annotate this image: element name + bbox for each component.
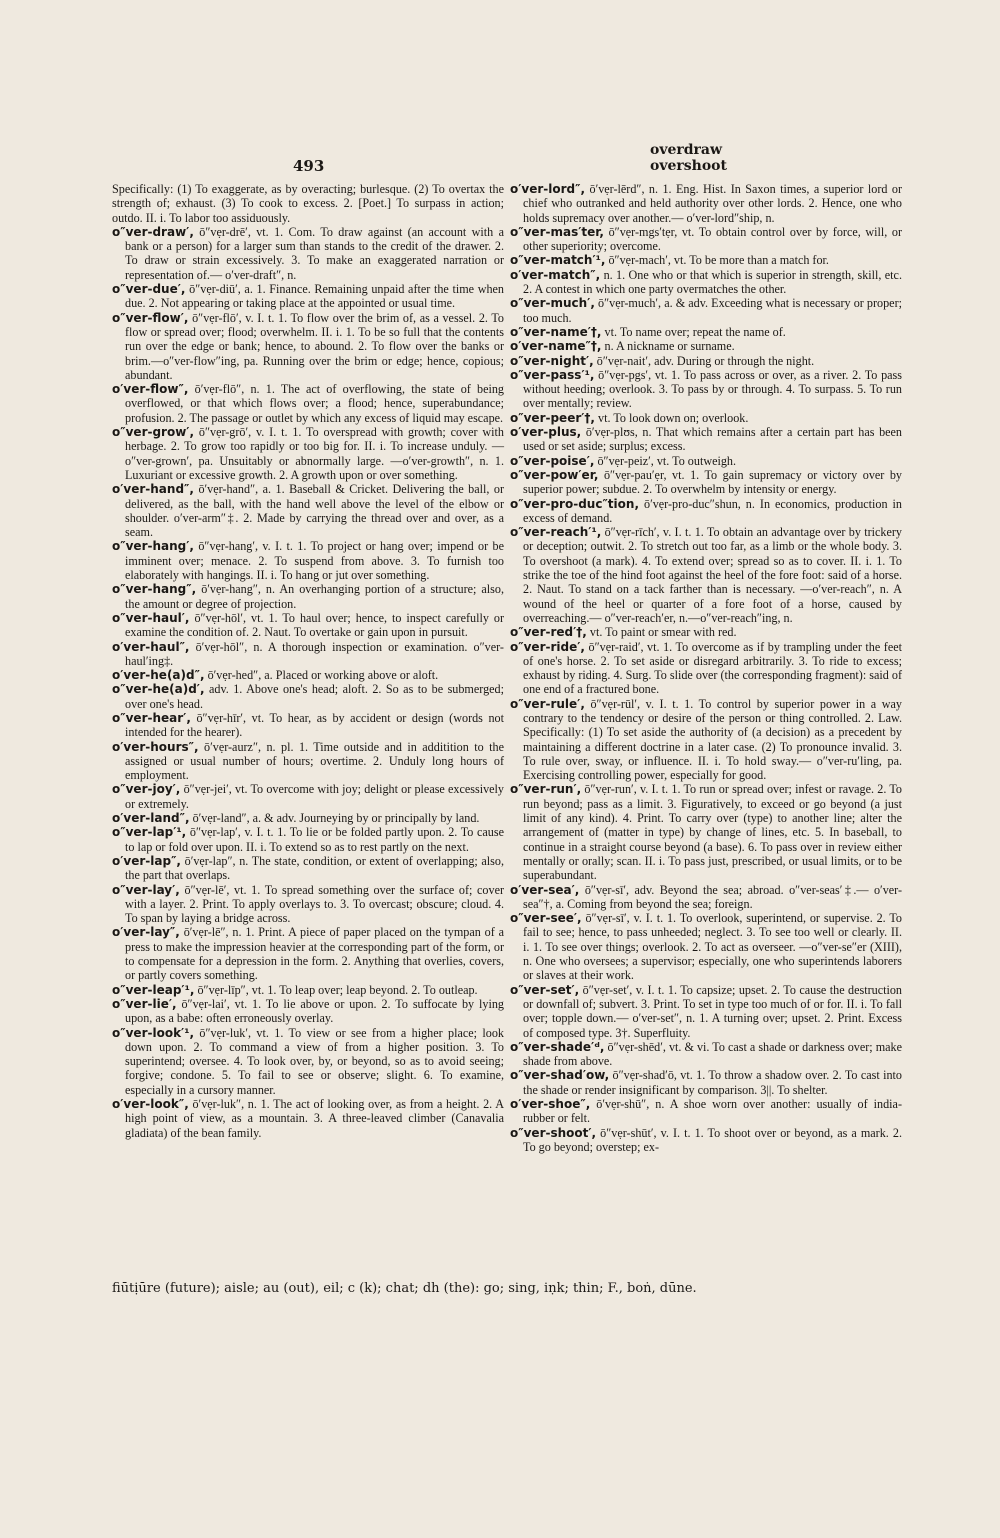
entry-definition: vt. To name over; repeat the name of. bbox=[604, 324, 786, 339]
dictionary-entry bbox=[510, 296, 902, 325]
entry-definition: ō″vẹr-lap′, v. I. t. 1. To lie or be folded partly upon. 2. To cause to lap or fold over upon. II. i. To extend so as to rest partly on the next. bbox=[125, 825, 504, 854]
headword: o″ver-due′, bbox=[112, 282, 186, 297]
headword: o″ver-draw′, bbox=[112, 224, 194, 239]
dictionary-entry bbox=[510, 1126, 902, 1155]
headword: o″ver-see′, bbox=[510, 911, 582, 926]
entry-definition: n. 1. One who or that which is superior in strength, skill, etc. 2. A contest in which one party overmatches the other. bbox=[523, 267, 902, 297]
entry-definition: ō″vẹr-set′, v. I. t. 1. To capsize; upset. 2. To cause the destruction or downfall of; subvert. 3. Print. To set in type too much of or for. II. i. To fall over; topple down.— o′ver-set″, n. 1. A turning over; upset. 2. Print. Excess of composed type. 3†. Superfluity. bbox=[523, 982, 902, 1040]
guide-word-last: overshoot bbox=[650, 158, 727, 174]
entry-definition: ō″vẹr-pgs′, vt. 1. To pass across or over, as a river. 2. To pass without heeding; overlook. 3. To pass by or through. 4. To surpass. 5. To run over mentally; review. bbox=[523, 367, 902, 411]
headword: o″ver-look′¹, bbox=[112, 1025, 195, 1040]
entry-definition: ō′vẹr-aurz″, n. pl. 1. Time outside and in additition to the assigned or usual number of hours; overtime. 2. Unduly long hours of employment. bbox=[125, 739, 504, 783]
entry-definition: ō″vẹr-lē′, vt. 1. To spread something over the surface of; cover with a layer. 2. Print. To apply overlays to. 3. To overcast; obscure; cloud. 4. To span by laying a bridge across. bbox=[125, 882, 504, 926]
headword: o′ver-sea′, bbox=[510, 882, 580, 897]
headword: o″ver-mas′ter, bbox=[510, 224, 604, 239]
entry-definition: vt. To look down on; overlook. bbox=[598, 410, 749, 425]
dictionary-entry bbox=[112, 997, 504, 1026]
entry-definition: vt. To paint or smear with red. bbox=[589, 625, 737, 640]
headword: o″ver-shad′ow, bbox=[510, 1068, 610, 1083]
dictionary-entry bbox=[510, 1068, 902, 1097]
entry-definition: ō′vẹr-luk″, n. 1. The act of looking over, as from a height. 2. A high point of view, as a mountain. 3. A three-leaved climber (Canavalia gladiata) of the bean family. bbox=[125, 1097, 504, 1140]
page-number: 493 bbox=[293, 157, 325, 175]
entry-definition: ō″vẹr-rīch′, v. I. t. 1. To obtain an advantage over by trickery or deception; outwit. 2. To stretch out too far, as a limb or the whole body. 3. To overshoot (a mark). 4. To extend over; spread so as to cover. II. i. 1. To strike the toe of the hind foot against the heel of the fore foot: said of a horse. 2. Naut. To stand on a tack farther than is necessary. —o′ver-reach″, n. A wound of the heel or quarter of a fore foot of a horse, caused by overreaching.— o″ver-reach′er, n.—o″ver-reach″ing, n. bbox=[523, 525, 902, 625]
headword: o″ver-he(a)d′, bbox=[112, 682, 205, 697]
entry-definition: ō″vẹr-raid′, vt. 1. To overcome as if by trampling under the feet of one's horse. 2. To set aside or disregard arbitrarily. 3. To ride to excess; exhaust by riding. 4. Surg. To slide over (the corresponding fragment): said of one end of a fractured bone. bbox=[523, 639, 902, 697]
headword: o″ver-hang″, bbox=[112, 582, 197, 597]
headword: o′ver-name″†, bbox=[510, 339, 602, 354]
headword: o″ver-ride′, bbox=[510, 639, 585, 654]
entry-definition: ō″vẹr-rūl′, v. I. t. 1. To control by superior power in a way contrary to the tendency or desire of the person or thing controlled. 2. Law. Specifically: (1) To set aside the authority of (a decision) as a precedent by maintaining a different doctrine in a later case. (2) To pronounce invalid. 3. To rule over, sway, or influence. II. i. To hold sway.— o″ver-ru′ling, pa. Exercising controlling power, especially for good. bbox=[523, 696, 902, 783]
headword: o″ver-hang′, bbox=[112, 539, 194, 554]
headword: o″ver-haul′, bbox=[112, 610, 190, 625]
entry-definition: ō″vẹr-hang′, v. I. t. 1. To project or hang over; impend or be imminent over; menace. 2. To suspend from above. 3. To furnish too elaborately with hangings. II. i. To hang or jut over something. bbox=[125, 539, 504, 583]
dictionary-entry bbox=[112, 740, 504, 783]
dictionary-entry bbox=[510, 983, 902, 1040]
dictionary-entry bbox=[112, 682, 504, 711]
entry-definition: ō″vẹr-hōl′, vt. 1. To haul over; hence, to inspect carefully or examine the condition of. 2. Naut. To overtake or gain upon in pursuit. bbox=[125, 610, 504, 640]
headword: o″ver-pro-duc″tion, bbox=[510, 496, 639, 511]
entry-definition: ō″vẹr-shad′ō, vt. 1. To throw a shadow over. 2. To cast into the shade or render insignificant by comparison. 3||. To shelter. bbox=[523, 1068, 902, 1097]
dictionary-entry bbox=[510, 268, 902, 297]
headword: o′ver-match″, bbox=[510, 267, 601, 282]
dictionary-entry bbox=[112, 883, 504, 926]
headword: o″ver-match′¹, bbox=[510, 253, 606, 268]
headword: o″ver-poise′, bbox=[510, 453, 595, 468]
entry-definition: ō′vẹr-hōl″, n. A thorough inspection or examination. o″ver-haul′ing‡. bbox=[125, 639, 504, 668]
dictionary-entry bbox=[510, 1040, 902, 1069]
dictionary-entry bbox=[112, 382, 504, 425]
dictionary-entry bbox=[510, 225, 902, 254]
headword: o″ver-joy′, bbox=[112, 782, 181, 797]
headword: o″ver-leap′¹, bbox=[112, 982, 195, 997]
entry-definition: ō″vẹr-sī′, v. I. t. 1. To overlook, superintend, or supervise. 2. To fail to see; hence, to pass unheeded; neglect. 3. To see too well or clearly. II. i. 1. To see over things; overlook. 2. To act as overseer. —o″ver-se″er (XIII), n. One who oversees; a supervisor; especially, one who superintends laborers or slaves at their work. bbox=[523, 911, 902, 983]
headword: o″ver-rule′, bbox=[510, 696, 585, 711]
headword: o′ver-he(a)d″, bbox=[112, 668, 205, 683]
dictionary-entry bbox=[510, 883, 902, 912]
entry-definition: ō″vẹr-nait′, adv. During or through the night. bbox=[596, 353, 815, 368]
left-column bbox=[112, 182, 504, 1140]
right-column bbox=[510, 182, 902, 1154]
dictionary-entry bbox=[112, 282, 504, 311]
guide-word-first: overdraw bbox=[650, 142, 723, 158]
dictionary-entry bbox=[112, 811, 504, 825]
entry-definition: ō′vẹr-pro-duc″shun, n. In economics, production in excess of demand. bbox=[523, 496, 902, 525]
entry-definition: ō″vẹr-līp″, vt. 1. To leap over; leap beyond. 2. To outleap. bbox=[197, 982, 478, 997]
headword: o″ver-flow′, bbox=[112, 310, 189, 325]
dictionary-entry bbox=[112, 983, 504, 997]
dictionary-entry bbox=[510, 411, 902, 425]
dictionary-entry bbox=[112, 582, 504, 611]
dictionary-entry bbox=[510, 425, 902, 454]
dictionary-entry bbox=[112, 782, 504, 811]
dictionary-entry bbox=[510, 454, 902, 468]
entry-definition: ō′vẹr-land″, a. & adv. Journeying by or principally by land. bbox=[192, 811, 480, 826]
dictionary-entry bbox=[510, 525, 902, 625]
entry-definition: ō″vẹr-mach′, vt. To be more than a match for. bbox=[608, 253, 829, 268]
entry-definition: ō″vẹr-peiz′, vt. To outweigh. bbox=[597, 453, 737, 468]
entry-definition: ō″vẹr-shūt′, v. I. t. 1. To shoot over or beyond, as a mark. 2. To go beyond; overstep; ex- bbox=[523, 1125, 902, 1154]
headword: o″ver-grow′, bbox=[112, 425, 195, 440]
dictionary-entry bbox=[510, 640, 902, 697]
dictionary-entry bbox=[510, 782, 902, 882]
dictionary-entry bbox=[510, 697, 902, 783]
headword: o″ver-shoot′, bbox=[510, 1125, 597, 1140]
dictionary-entry bbox=[112, 482, 504, 539]
entry-definition: ō′vẹr-lē″, n. 1. Print. A piece of paper placed on the tympan of a press to make the impression heavier at the corresponding part of the form, or to compensate for a depression in the form. 2. Anything that overlies, covers, or partly covers something. bbox=[125, 925, 504, 983]
dictionary-entry bbox=[112, 311, 504, 382]
entry-definition: ō′vẹr-hang″, n. An overhanging portion of a structure; also, the amount or degree of projection. bbox=[125, 582, 504, 611]
headword: o″ver-shade′ᵈ, bbox=[510, 1039, 605, 1054]
entry-definition: adv. 1. Above one's head; aloft. 2. So as to be submerged; over one's head. bbox=[125, 682, 504, 711]
entry-definition: ō″vẹr-drē′, vt. 1. Com. To draw against (an account with a bank or a person) for a larger sum than stands to the credit of the drawer. 2. To draw or strain excessively. 3. To make an exaggerated narration or representation of.— o′ver-draft″, n. bbox=[125, 224, 504, 282]
entry-definition: ō′vẹr-hed″, a. Placed or working above or aloft. bbox=[207, 668, 439, 683]
headword: o″ver-run′, bbox=[510, 782, 582, 797]
entry-definition: ō′vẹr-plʊs, n. That which remains after a certain part has been used or set aside; surplus; excess. bbox=[523, 425, 902, 454]
headword: o″ver-name′†, bbox=[510, 324, 602, 339]
dictionary-entry bbox=[112, 640, 504, 669]
headword: o″ver-hear′, bbox=[112, 710, 191, 725]
dictionary-entry bbox=[112, 611, 504, 640]
entry-definition: ō″vẹr-pau′ẹr, vt. 1. To gain supremacy or victory over by superior power; subdue. 2. To overwhelm by intensity or energy. bbox=[523, 467, 902, 497]
guide-words bbox=[650, 142, 727, 174]
entry-definition: ō′vẹr-hand″, a. 1. Baseball & Cricket. Delivering the ball, or delivered, as the ball, with the hand well above the level of the elbow or shoulder. o′ver-arm″‡. 2. Made by carrying the thread over and over, as a seam. bbox=[125, 482, 504, 540]
dictionary-entry bbox=[112, 1026, 504, 1097]
dictionary-entry bbox=[112, 225, 504, 282]
entry-definition: ō″vẹr-flō′, v. I. t. 1. To flow over the brim of, as a vessel. 2. To flow or spread over; flood; overwhelm. II. i. 1. To be so full that the contents run over the edge or bank; hence, to abound. 2. To flow over the banks or brim.—o″ver-flow″ing, pa. Running over the brim or edge; hence, copious; abundant. bbox=[125, 310, 504, 382]
headword: o′ver-lap″, bbox=[112, 853, 181, 868]
headword: o″ver-reach′¹, bbox=[510, 525, 602, 540]
entry-definition: ō′vẹr-flō″, n. 1. The act of overflowing, the state of being overflowed, or that which flows over; a flood; hence, superabundance; profusion. 2. The passage or outlet by which any excess of liquid may escape. bbox=[125, 382, 504, 425]
headword: o″ver-set′, bbox=[510, 982, 580, 997]
entry-definition: ō′vẹr-shū″, n. A shoe worn over another: usually of india-rubber or felt. bbox=[523, 1097, 902, 1126]
dictionary-entry bbox=[112, 668, 504, 682]
entry-definition: ō″vẹr-run′, v. I. t. 1. To run or spread over; infest or ravage. 2. To run beyond; pass as a limit. 3. Figuratively, to exceed or go beyond (a just limit of any kind). 4. Print. To carry over (type) to another line; alter the arrangement of (matter in type) by change of lines, etc. 5. In baseball, to continue in a straight course beyond (a base). 6. To pass over in review either mentally or orally; scan. II. i. To pass just, prescribed, or usual limits, or to be superabundant. bbox=[523, 782, 902, 883]
headword: o″ver-lap′¹, bbox=[112, 825, 187, 840]
dictionary-entry bbox=[510, 325, 902, 339]
headword: o′ver-flow″, bbox=[112, 382, 189, 397]
entry-definition: ō″vẹr-sī′, adv. Beyond the sea; abroad. o″ver-seas′‡.— o′ver-sea″†, a. Coming from beyond the sea; foreign. bbox=[523, 882, 902, 911]
dictionary-entry bbox=[112, 425, 504, 482]
dictionary-entry bbox=[112, 182, 504, 225]
headword: o″ver-red′†, bbox=[510, 625, 587, 640]
dictionary-entry bbox=[510, 468, 902, 497]
headword: o″ver-lay′, bbox=[112, 882, 180, 897]
dictionary-entry bbox=[510, 354, 902, 368]
headword: o′ver-look″, bbox=[112, 1097, 189, 1111]
entry-definition: ō″vẹr-grō′, v. I. t. 1. To overspread with growth; cover with herbage. 2. To grow too rapidly or too big for. II. i. To increase unduly. —o″ver-grown′, pa. Unsuitably or abnormally large. —o′ver-growth″, n. 1. Luxuriant or excessive growth. 2. A growth upon or over something. bbox=[125, 425, 504, 482]
headword: o″ver-night′, bbox=[510, 353, 594, 368]
headword: o′ver-land″, bbox=[112, 811, 190, 826]
dictionary-entry bbox=[112, 925, 504, 982]
headword: o″ver-peer′†, bbox=[510, 410, 595, 425]
entry-definition: ō″vẹr-luk′, vt. 1. To view or see from a higher place; look down upon. 2. To command a view of from a higher position. 3. To superintend; oversee. 4. To look over, by, or beyond, so as to avoid seeing; forgive; condone. 5. To fail to see or observe; slight. 6. To examine, especially in a cursory manner. bbox=[125, 1025, 504, 1097]
headword: o′ver-lay″, bbox=[112, 925, 180, 940]
dictionary-entry bbox=[510, 339, 902, 353]
headword: o″ver-pass′¹, bbox=[510, 367, 595, 382]
headword: o′ver-haul″, bbox=[112, 639, 190, 654]
dictionary-entry bbox=[510, 253, 902, 267]
pronunciation-key-footer: fiūtịūre (future); aisle; au (out), eil; c (k); chat; dh (the): go; sing, iṇk; thin; F., boṅ, dūne. bbox=[112, 1281, 697, 1296]
dictionary-entry bbox=[510, 625, 902, 639]
headword: o′ver-hours″, bbox=[112, 739, 199, 754]
dictionary-entry bbox=[510, 497, 902, 526]
headword: o″ver-much′, bbox=[510, 296, 595, 311]
dictionary-entry bbox=[112, 711, 504, 740]
headword: o″ver-pow′er, bbox=[510, 467, 599, 482]
entry-definition: ō″vẹr-mgs′tẹr, vt. To obtain control over by force, will, or other superiority; overcome. bbox=[523, 224, 902, 254]
headword: o″ver-lie′, bbox=[112, 996, 177, 1011]
entry-definition: ō″vẹr-hīr′, vt. To hear, as by accident or design (words not intended for the hearer). bbox=[125, 710, 504, 740]
entry-definition: ō″vẹr-diū′, a. 1. Finance. Remaining unpaid after the time when due. 2. Not appearing or taking place at the appointed or usual time. bbox=[125, 282, 504, 311]
dictionary-entry bbox=[510, 182, 902, 225]
entry-definition: n. A nickname or surname. bbox=[604, 339, 735, 354]
dictionary-entry bbox=[510, 911, 902, 982]
entry-definition: ō″vẹr-lai′, vt. 1. To lie above or upon. 2. To suffocate by lying upon, as a babe: often erroneously overlay. bbox=[125, 996, 504, 1026]
entry-definition: ō′vẹr-lap″, n. The state, condition, or extent of overlapping; also, the part that overlaps. bbox=[125, 853, 504, 883]
headword: o′ver-lord″, bbox=[510, 182, 586, 196]
dictionary-entry bbox=[510, 1097, 902, 1126]
entry-definition: ō′vẹr-lērd″, n. 1. Eng. Hist. In Saxon times, a superior lord or chief who outranked and held authority over other lords. 2. Hence, one who holds supremacy over another.— o′ver-lord″ship, n. bbox=[523, 182, 902, 225]
dictionary-entry bbox=[510, 368, 902, 411]
dictionary-entry bbox=[112, 1097, 504, 1140]
headword: o′ver-shoe″, bbox=[510, 1097, 591, 1111]
entry-definition: ō″vẹr-shēd′, vt. & vi. To cast a shade or darkness over; make shade from above. bbox=[523, 1039, 902, 1069]
entry-definition: Specifically: (1) To exaggerate, as by overacting; burlesque. (2) To overtax the strength of; exhaust. (3) To cook to excess. 2. [Poet.] To surpass in action; outdo. II. i. To labor too assiduously. bbox=[112, 182, 504, 225]
dictionary-entry bbox=[112, 854, 504, 883]
headword: o′ver-plus, bbox=[510, 425, 582, 440]
dictionary-entry bbox=[112, 825, 504, 854]
dictionary-entry bbox=[112, 539, 504, 582]
entry-definition: ō″vẹr-much′, a. & adv. Exceeding what is necessary or proper; too much. bbox=[523, 296, 902, 325]
entry-definition: ō″vẹr-jei′, vt. To overcome with joy; delight or please excessively or extremely. bbox=[125, 782, 504, 811]
headword: o′ver-hand″, bbox=[112, 482, 194, 497]
